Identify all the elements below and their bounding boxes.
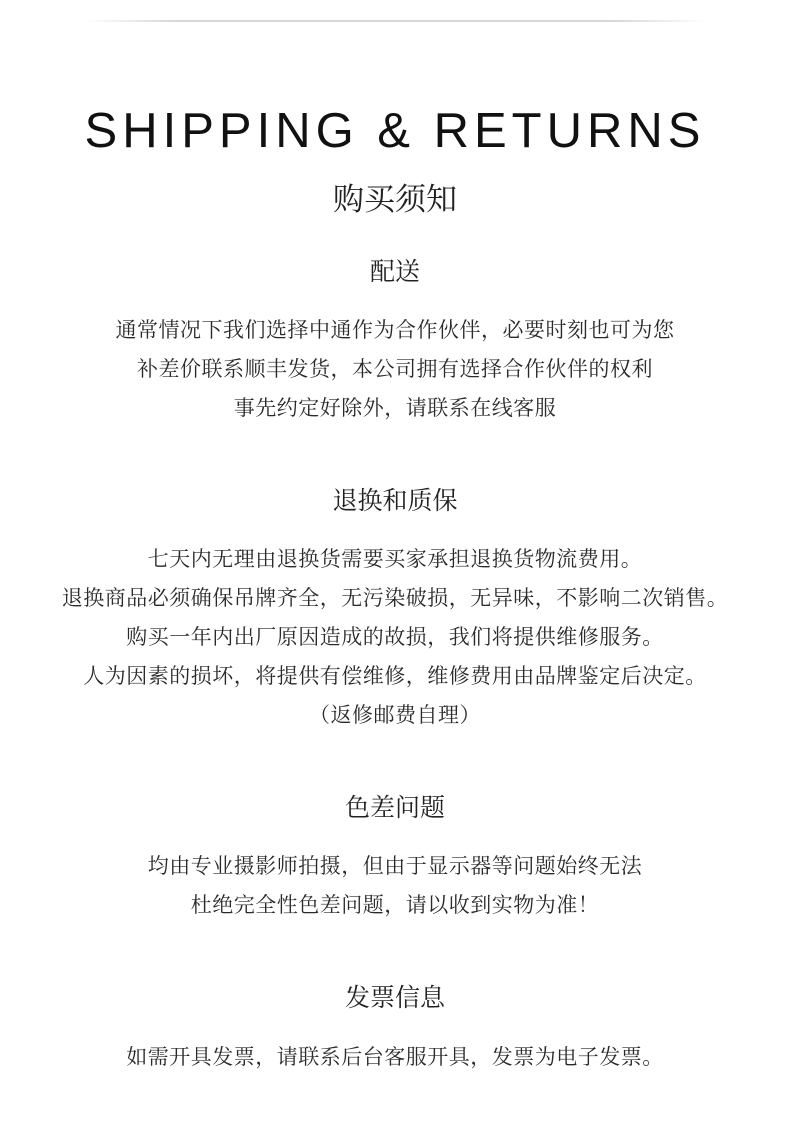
paragraph-line: 杜绝完全性色差问题，请以收到实物为准！ bbox=[190, 893, 600, 917]
paragraph-line: 事先约定好除外，请联系在线客服 bbox=[233, 396, 557, 420]
paragraph-line: 七天内无理由退换货需要买家承担退换货物流费用。 bbox=[147, 547, 643, 571]
paragraph-line: （返修邮费自理） bbox=[309, 703, 481, 727]
paragraph-line: 退换商品必须确保吊牌齐全，无污染破损，无异味，不影响二次销售。 bbox=[61, 586, 729, 610]
section-body-returns bbox=[0, 540, 790, 735]
paragraph-line: 补差价联系顺丰发货，本公司拥有选择合作伙伴的权利 bbox=[137, 357, 653, 381]
section-heading-invoice: 发票信息 bbox=[344, 983, 445, 1012]
section-heading-color-difference: 色差问题 bbox=[344, 793, 445, 822]
section-body-shipping bbox=[0, 311, 790, 428]
section-heading-returns: 退换和质保 bbox=[332, 486, 458, 515]
paragraph-line: 通常情况下我们选择中通作为合作伙伴，必要时刻也可为您 bbox=[115, 318, 675, 342]
section-body-invoice bbox=[0, 1038, 790, 1077]
paragraph-line: 购买一年内出厂原因造成的故损，我们将提供维修服务。 bbox=[126, 625, 664, 649]
paragraph-line: 如需开具发票，请联系后台客服开具，发票为电子发票。 bbox=[126, 1045, 664, 1069]
paragraph-line: 人为因素的损坏，将提供有偿维修，维修费用由品牌鉴定后决定。 bbox=[83, 664, 707, 688]
top-divider bbox=[85, 20, 705, 22]
section-body-color-difference bbox=[0, 847, 790, 925]
page-title: SHIPPING & RETURNS bbox=[84, 104, 706, 158]
section-heading-shipping: 配送 bbox=[369, 257, 420, 286]
page-subtitle: 购买须知 bbox=[333, 182, 457, 218]
paragraph-line: 均由专业摄影师拍摄，但由于显示器等问题始终无法 bbox=[147, 854, 643, 878]
